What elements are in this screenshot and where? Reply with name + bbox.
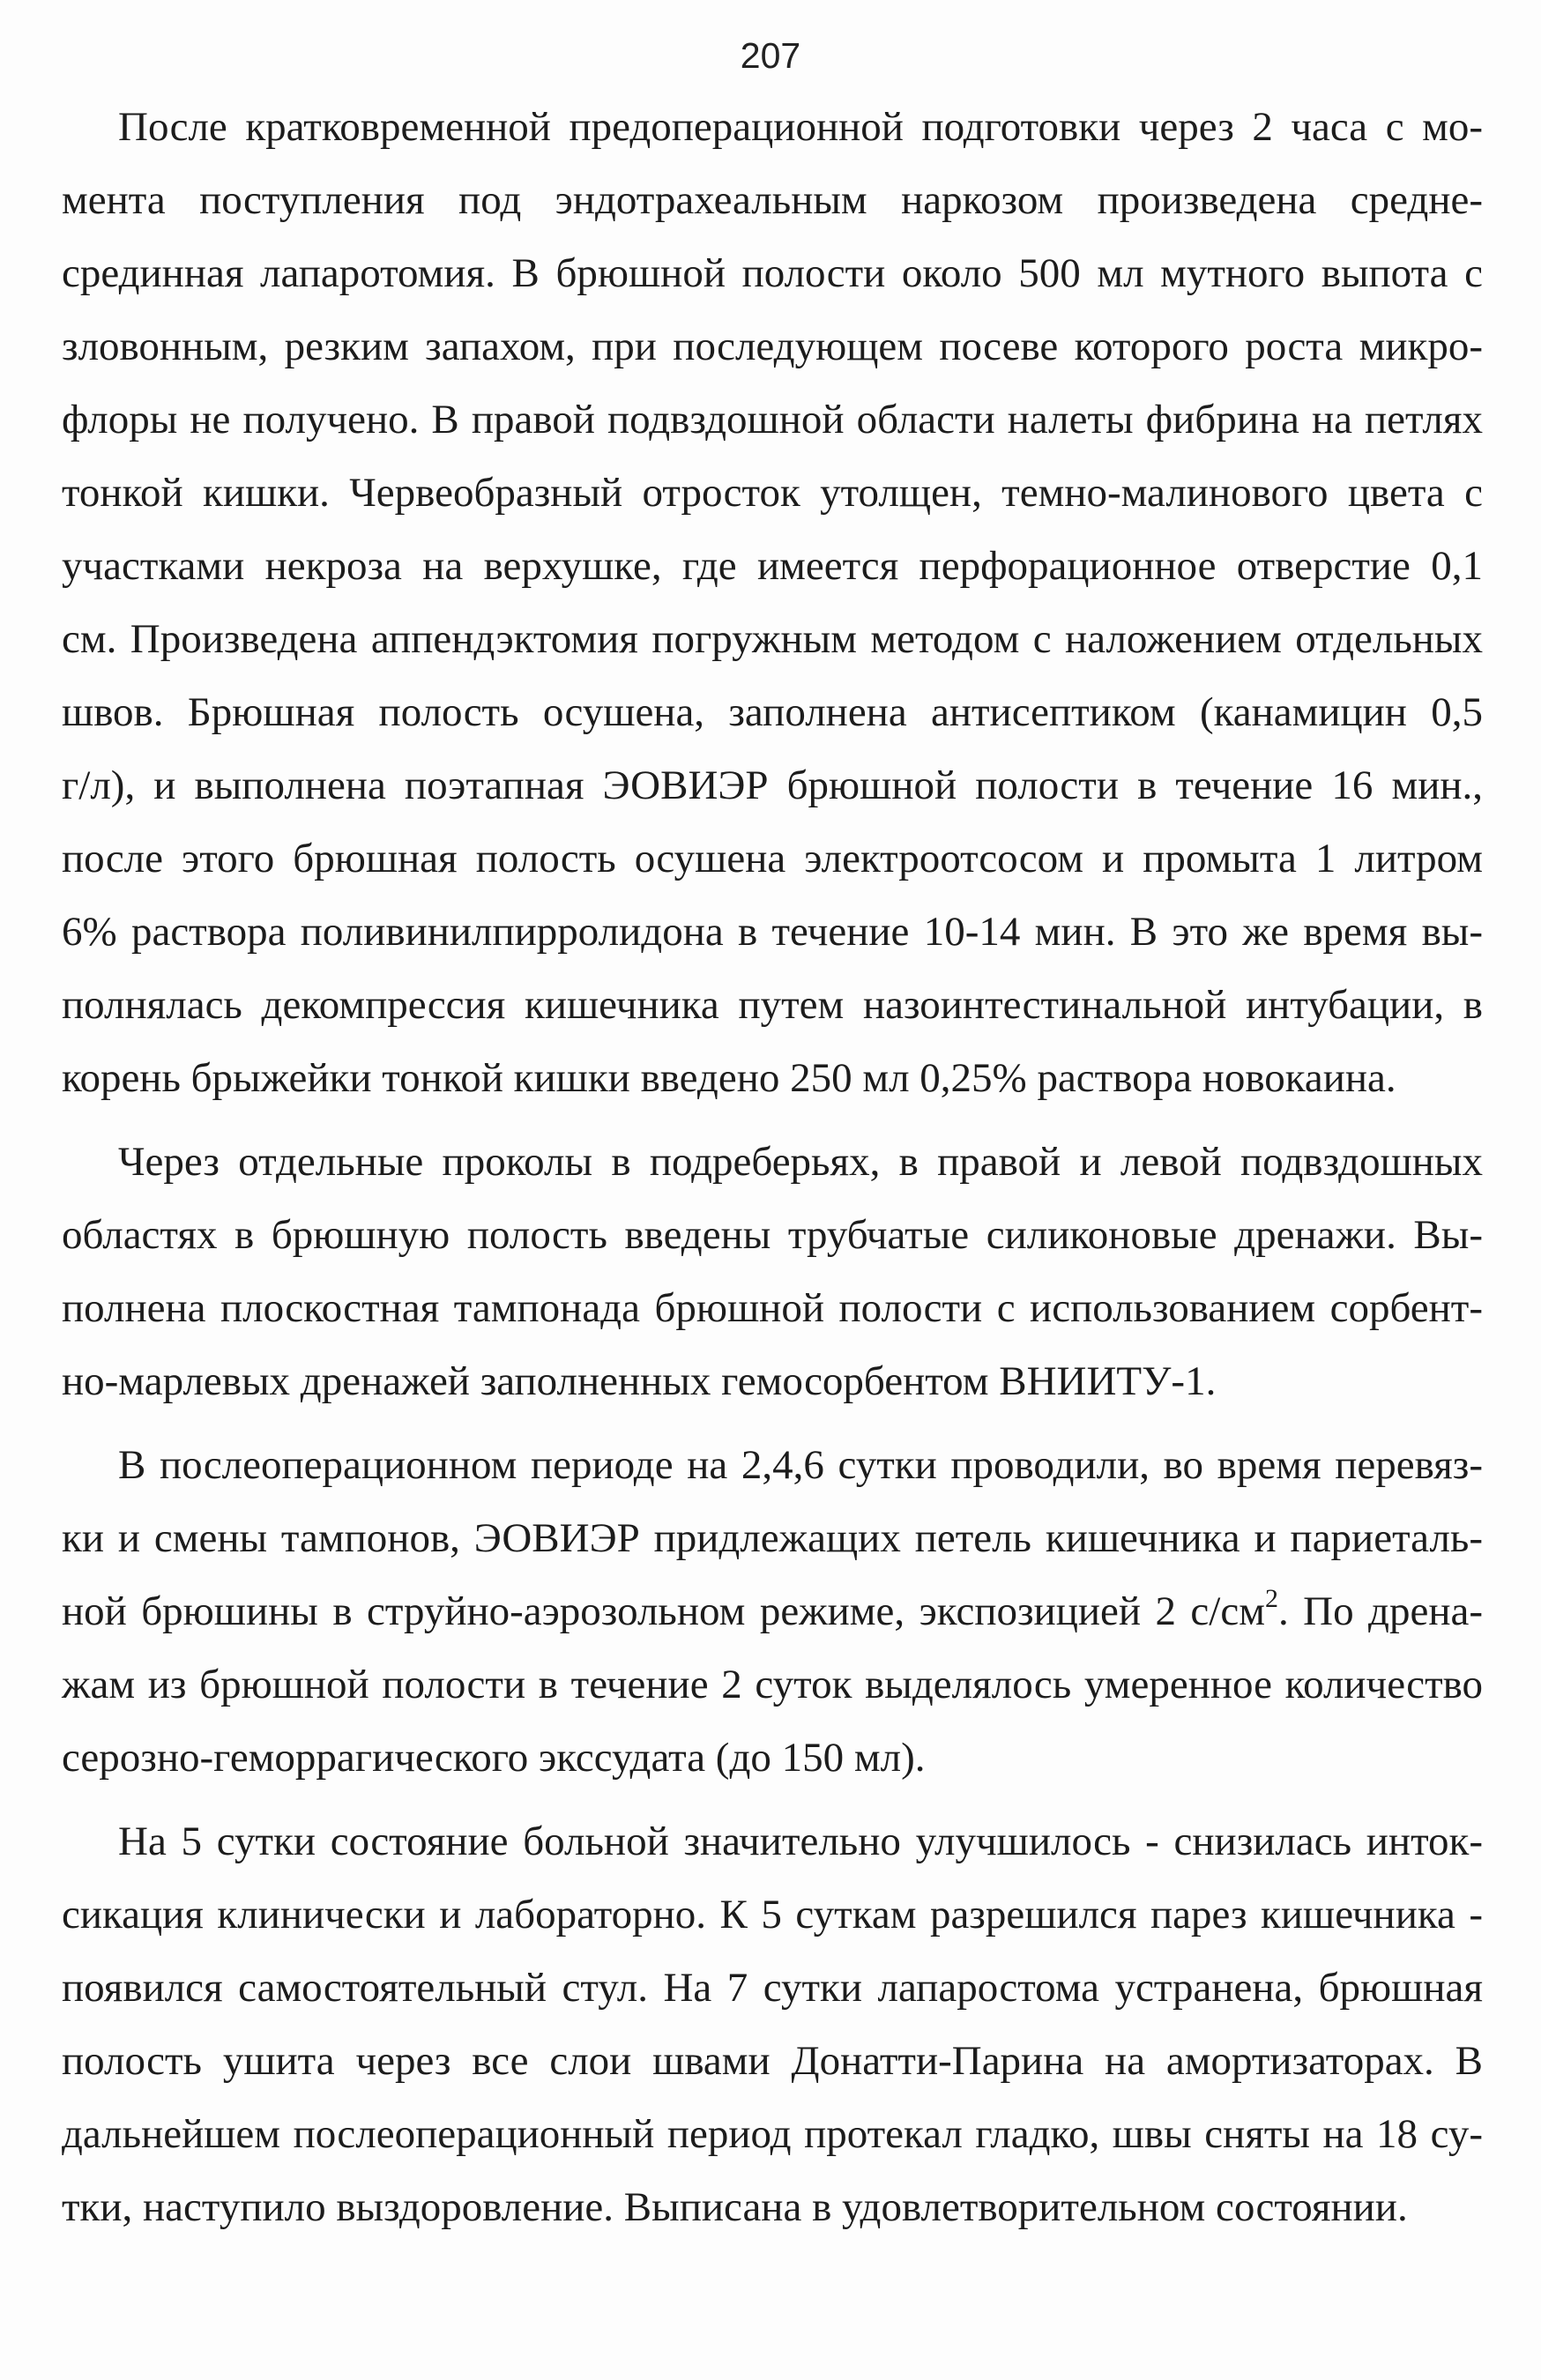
text-line: участками некроза на верхушке, где имеется перфорационное отверстие 0,1	[62, 543, 1483, 589]
text-line: флоры не получено. В правой подвздошной области налеты фибрина на петлях	[62, 397, 1483, 443]
text-line: сикация клинически и лабораторно. К 5 суткам разрешился парез кишечника -	[62, 1892, 1483, 1937]
text-line: срединная лапаротомия. В брюшной полости около 500 мл мутного выпота с	[62, 250, 1483, 296]
text-fragment: . По дрена-	[1277, 1588, 1483, 1634]
text-line: швов. Брюшная полость осушена, заполнена антисептиком (канамицин 0,5	[62, 689, 1483, 735]
superscript: 2	[1264, 1584, 1278, 1613]
body-text	[62, 91, 1483, 2244]
text-line: Через отдельные проколы в подреберьях, в правой и левой подвздошных	[118, 1139, 1483, 1185]
text-line: областях в брюшную полость введены трубчатые силиконовые дренажи. Вы-	[62, 1212, 1483, 1258]
text-line: полость ушита через все слои швами Донатти-Парина на амортизаторах. В	[62, 2038, 1483, 2084]
text-line: На 5 сутки состояние больной значительно улучшилось - снизилась инток-	[118, 1818, 1483, 1864]
text-line: серозно-геморрагического экссудата (до 150 мл).	[62, 1735, 926, 1781]
text-line: корень брыжейки тонкой кишки введено 250 мл 0,25% раствора новокаина.	[62, 1055, 1396, 1101]
text-line: мента поступления под эндотрахеальным наркозом произведена средне-	[62, 177, 1483, 223]
text-line: см. Произведена аппендэктомия погружным методом с наложением отдельных	[62, 616, 1483, 662]
paragraph-2	[62, 1126, 1483, 1418]
text-line: полнялась декомпрессия кишечника путем назоинтестинальной интубации, в	[62, 982, 1483, 1028]
text-line: ки и смены тампонов, ЭОВИЭР придлежащих петель кишечника и париеталь-	[62, 1515, 1483, 1561]
text-line: После кратковременной предоперационной подготовки через 2 часа с мо-	[118, 104, 1483, 150]
text-fragment: ной брюшины в струйно-аэрозольном режиме, экспозицией 2 с/см	[62, 1588, 1265, 1634]
text-line: зловонным, резким запахом, при последующем посеве которого роста микро-	[62, 324, 1483, 369]
text-line: полнена плоскостная тампонада брюшной полости с использованием сорбент-	[62, 1285, 1483, 1331]
text-line: появился самостоятельный стул. На 7 сутки лапаростома устранена, брюшная	[62, 1965, 1483, 2011]
text-line: но-марлевых дренажей заполненных гемосорбентом ВНИИТУ-1.	[62, 1358, 1217, 1404]
text-line: 6% раствора поливинилпирролидона в течение 10-14 мин. В это же время вы-	[62, 909, 1483, 955]
paragraph-3	[62, 1429, 1483, 1795]
text-line: г/л), и выполнена поэтапная ЭОВИЭР брюшной полости в течение 16 мин.,	[62, 762, 1483, 808]
text-line: тонкой кишки. Червеобразный отросток утолщен, темно-малинового цвета с	[62, 470, 1483, 516]
text-line: жам из брюшной полости в течение 2 суток выделялось умеренное количество	[62, 1662, 1483, 1707]
text-line-with-superscript	[62, 1575, 1483, 1648]
paragraph-4	[62, 1805, 1483, 2244]
paragraph-1	[62, 91, 1483, 1115]
page-number: 207	[740, 35, 801, 76]
text-line: после этого брюшная полость осушена электроотсосом и промыта 1 литром	[62, 836, 1483, 881]
text-line: дальнейшем послеоперационный период протекал гладко, швы сняты на 18 су-	[62, 2111, 1483, 2157]
text-line: тки, наступило выздоровление. Выписана в удовлетворительном состоянии.	[62, 2184, 1408, 2230]
text-line: В послеоперационном периоде на 2,4,6 сутки проводили, во время перевяз-	[118, 1442, 1483, 1488]
